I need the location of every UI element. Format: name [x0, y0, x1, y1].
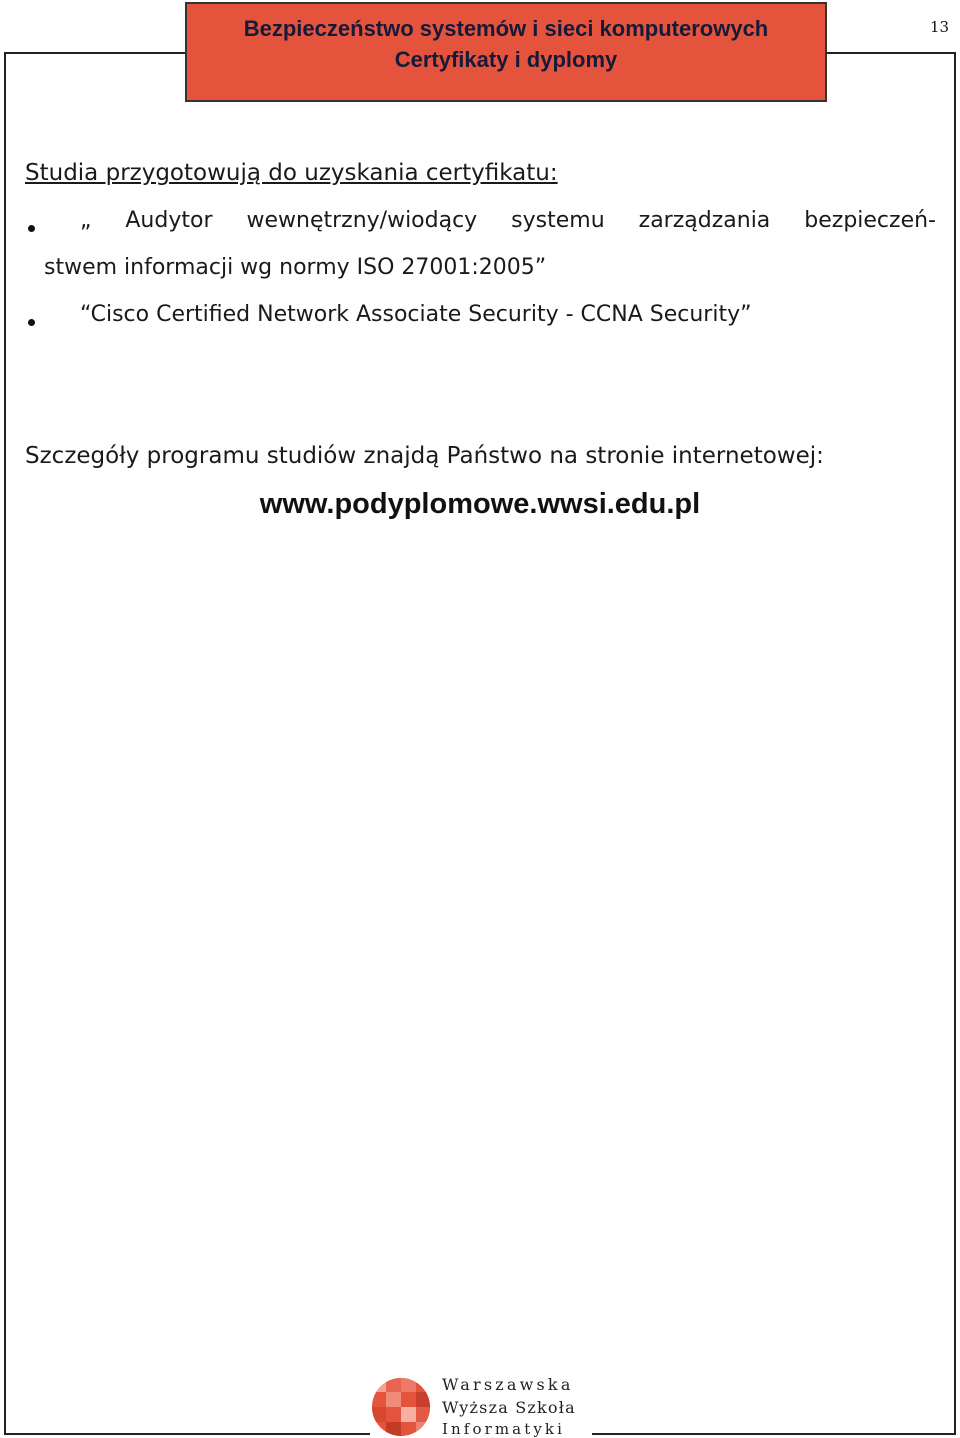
- header-subtitle: Certyfikaty i dyplomy: [394, 47, 618, 72]
- details-text: Szczegóły programu studiów znajdą Państwo na stronie internetowej:: [25, 443, 824, 469]
- logo-text-line-3: Informatyki: [442, 1420, 565, 1438]
- logo-text-line-1: Warszawska: [442, 1375, 574, 1394]
- list-item-2: “Cisco Certified Network Associate Security - CCNA Security”: [80, 302, 752, 327]
- bullet-icon: [28, 319, 35, 326]
- list-item-1-line-2: stwem informacji wg normy ISO 27001:2005”: [44, 255, 547, 280]
- website-link[interactable]: www.podyplomowe.wwsi.edu.pl: [259, 488, 701, 520]
- bullet-icon: [28, 225, 35, 232]
- header-box: [185, 2, 827, 102]
- wwsi-logo-icon: [371, 1377, 431, 1437]
- logo-text-line-2: Wyższa Szkoła: [442, 1398, 576, 1417]
- list-item-1-line-1: „ Audytor wewnętrzny/wiodący systemu zarządzania bezpieczeń-: [80, 208, 936, 233]
- page-number: 13: [930, 18, 950, 36]
- header-title: Bezpieczeństwo systemów i sieci komputerowych: [243, 16, 769, 41]
- intro-text: Studia przygotowują do uzyskania certyfikatu:: [25, 160, 558, 186]
